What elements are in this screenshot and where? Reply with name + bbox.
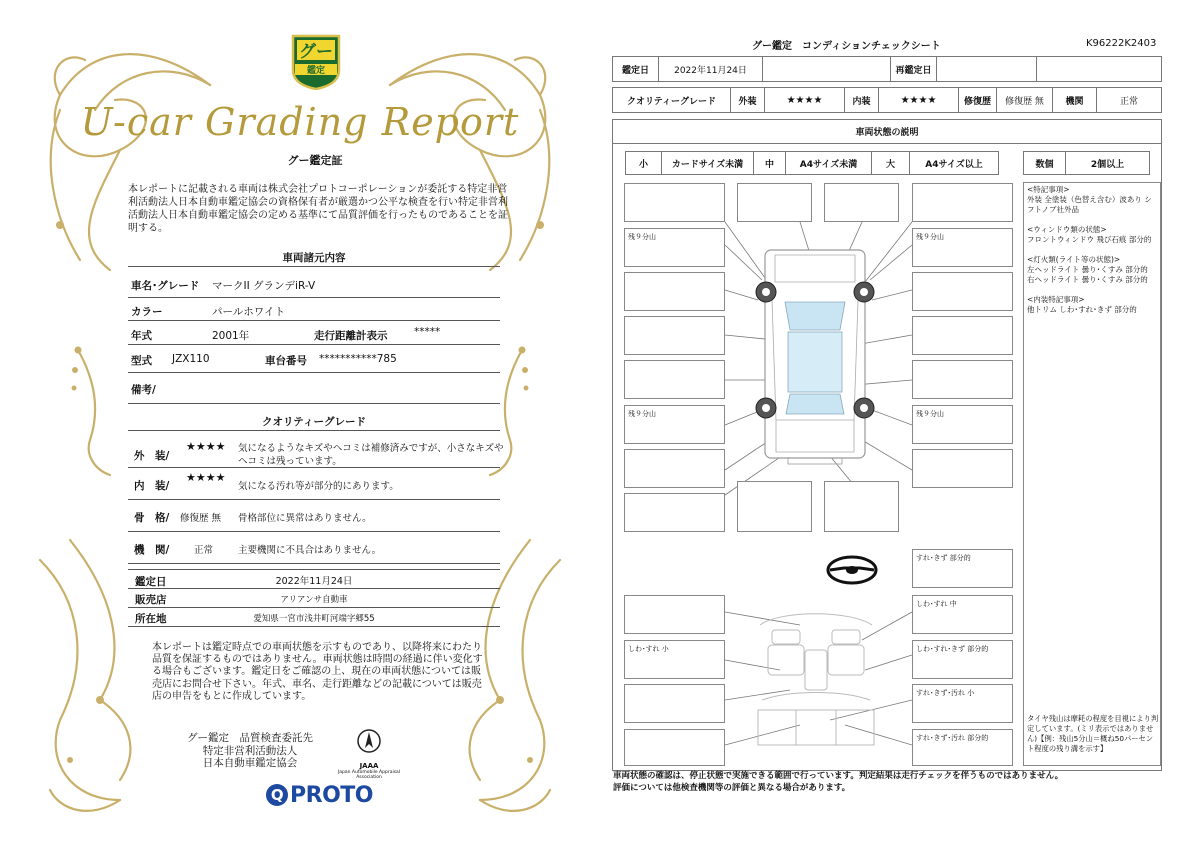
remark-body: 他トリム しわ･すれ･きず 部分的 [1027,305,1137,314]
svg-text:鑑定: 鑑定 [306,66,326,76]
remark-body: フロントウィンドウ 飛び石痕 部分的 [1027,235,1152,244]
condition-box [624,183,725,222]
tire-rr-note: 残９分山 [916,410,944,418]
car-top-view-icon [765,250,865,464]
remark-heading: <ウィンドウ類の状態> [1027,225,1107,234]
spec-label: 備考/ [131,384,156,396]
address-row [128,608,500,627]
footer-line: 評価については他検査機関等の評価と異なる場合があります。 [613,782,851,793]
proto-q-icon: Q [266,784,288,806]
interior-seats-icon [758,614,874,745]
report-subtitle: グー鑑定証 [287,154,343,167]
condition-box [737,183,812,222]
grade-value: 正常 [194,545,214,556]
spec-row-name [128,266,500,298]
int-label: 内装 [845,88,879,112]
grade-label: 機 関/ [134,544,170,556]
int-stars: ★★★★ [879,88,959,112]
footer-line: 車両状態の確認は、停止状態で実施できる範囲で行っています。判定結果は走行チェックを伴うものではありません。 [613,771,1064,781]
proto-logo [266,783,373,808]
legend-mid-desc: A4サイズ未満 [786,152,872,174]
date-value: 2022年11月24日 [659,57,763,81]
condition-box [912,272,1013,311]
repair-label: 修復歴 [959,88,997,112]
remark-body: 左ヘッドライト 曇り･くすみ 部分的 [1027,265,1148,274]
spec-row-remarks [128,373,500,404]
remark-heading: <灯火類(ライト等の状態)> [1027,255,1121,264]
sheet-footer [613,771,1063,794]
tire-remaining-note: タイヤ残山は摩耗の程度を目視により判定しています。(ミリ表示ではありません)【例：残山5分山＝概ね50パーセント程度の残り溝を示す】 [1027,714,1159,753]
condition-box [624,272,725,311]
condition-box [624,595,725,634]
tire-fl-note: 残９分山 [628,233,656,241]
spec-row-model [128,345,500,373]
specs-heading: 車両諸元内容 [282,252,346,264]
condition-box [737,481,812,532]
condition-box [912,449,1013,488]
count-value: 2個以上 [1090,159,1125,170]
dealer-row [128,589,500,608]
sheet-id: K96222K2403 [1086,38,1157,49]
dealer-label: 販売店 [135,594,167,606]
condition-box [624,360,725,399]
grade-label: 骨 格/ [134,512,170,524]
grade-value: 修復歴 無 [180,513,222,524]
grade-desc: 骨格部位に異常はありません。 [238,513,372,524]
org-line: グー鑑定 品質検査委託先 [187,732,313,744]
condition-box [912,360,1013,399]
grade-heading: クオリティーグレード [262,416,366,428]
ext-label: 外装 [731,88,765,112]
condition-box [624,729,725,766]
intro-text: 本レポートに記載される車両は株式会社プロトコーポレーションが委託する特定非営利活動法人日本自動車鑑定協会の資格保有者が厳選かつ公平な検査を行い特定非営利活動法人日本自動車鑑定協会の定める基準にて品質評価を行ったものであることを証明する。 [128,184,508,234]
condition-box [912,316,1013,355]
quality-label: クオリティーグレード [613,88,731,112]
spec-label: 型式 [131,355,152,367]
report-script-title: U-car Grading Report [80,100,520,144]
grade-row-exterior [128,430,504,468]
interior-note: しわ･すれ 小 [628,645,669,653]
interior-note: すれ･きず･汚れ 小 [916,689,975,697]
engine-value: 正常 [1119,96,1138,107]
jaaa-emblem-icon [356,728,382,758]
repair-value: 修復歴 無 [997,88,1053,112]
grade-label: 外 装/ [134,450,170,462]
condition-box [624,493,725,532]
disclaimer-notice: 本レポートは鑑定時点での車両状態を示すものであり、以降将来にわたり品質を保証するものではありません。車両状態は時間の経過に伴い変化する場合もございます。鑑定日をご確認の上、現在の車両状態については販売店にお問合せ下さい。年式、車名、走行距離などの記載については販売店の申告をもとに作成しています。 [152,642,483,702]
spec-value: パールホワイト [212,306,285,318]
interior-note: しわ･すれ 中 [916,600,957,608]
condition-box [912,595,1013,634]
remark-heading: <内装特記事項> [1027,295,1085,304]
legend-large-desc: A4サイズ以上 [925,159,983,170]
steering-note: すれ･きず 部分的 [916,554,971,562]
grade-stars: ★★★★ [186,471,226,484]
spec-label: 車台番号 [265,355,307,367]
condition-box [912,183,1013,222]
grade-desc: 主要機関に不具合はありません。 [238,545,382,556]
grade-row-interior [128,468,500,500]
condition-box [624,640,725,679]
condition-box [912,684,1013,723]
org-credit [175,732,325,770]
redate-label: 再鑑定日 [891,57,937,81]
spec-label: 走行距離計表示 [314,330,388,342]
condition-box [912,228,1013,267]
condition-check-sheet [600,0,1200,848]
remark-heading: <特記事項> [1027,185,1070,194]
condition-box [624,449,725,488]
condition-box [624,684,725,723]
grade-desc: 気になる汚れ等が部分的にあります。 [238,481,399,492]
spec-value: マークII グランデiR-V [212,280,316,292]
grade-stars: ★★★★ [186,440,226,453]
spec-label: 車名･グレード [131,280,200,292]
grade-desc: ヘコミは残っています。 [238,456,342,467]
condition-box [624,316,725,355]
condition-box [824,183,899,222]
jaaa-logo [334,728,404,780]
org-line: 日本自動車鑑定協会 [202,757,298,769]
remark-body: 右ヘッドライト 曇り･くすみ 部分的 [1027,275,1148,284]
date-label: 鑑定日 [135,576,167,588]
date-value: 2022年11月24日 [275,576,353,587]
grade-desc: 気になるようなキズやヘコミは補修済みですが、小さなキズや [238,443,504,454]
spec-label: カラー [131,306,163,318]
jaaa-name: JAAA [359,762,379,770]
engine-label: 機関 [1053,88,1097,112]
svg-text:グー: グー [299,42,333,62]
tire-rl-note: 残９分山 [628,410,656,418]
steering-wheel-icon [828,557,876,583]
legend-small-desc: カードサイズ未満 [662,152,754,174]
count-label: 数個 [1024,152,1066,174]
grade-row-frame [128,500,500,532]
spec-label: 年式 [131,330,152,342]
date-label: 鑑定日 [613,57,659,81]
legend-large: 大 [872,152,910,174]
sheet-title: グー鑑定 コンディションチェックシート [752,41,941,52]
grade-row-engine [128,532,500,564]
date-row [128,569,500,589]
interior-note: しわ･すれ･きず 部分的 [916,645,989,653]
goo-kantei-badge [287,32,345,90]
explanation-title: 車両状態の説明 [613,120,1161,144]
proto-text: PROTO [290,783,373,808]
spec-row-year [128,321,500,345]
dealer-value: アリアンサ自動車 [280,595,348,605]
spec-value: ***** [414,326,441,338]
condition-box [624,228,725,267]
condition-box [912,640,1013,679]
remarks-panel [1023,182,1161,766]
condition-box [824,481,899,532]
grade-label: 内 装/ [134,480,170,492]
ext-stars: ★★★★ [765,88,845,112]
condition-box [912,549,1013,588]
condition-box [912,729,1013,766]
condition-box [912,405,1013,444]
remark-body: 外装 全塗装（色替え含む）波あり シフトノブ社外品 [1027,195,1152,214]
legend-mid: 中 [754,152,786,174]
legend-small: 小 [626,152,662,174]
spec-value: ***********785 [319,353,397,365]
org-line: 特定非営利活動法人 [202,744,298,757]
jaaa-subtitle: Japan Automobile Appraisal Association [337,770,401,780]
spec-row-color [128,298,500,321]
interior-note: すれ･きず･汚れ 部分的 [916,734,989,742]
spec-value: JZX110 [172,353,210,365]
condition-box [624,405,725,444]
spec-value: 2001年 [212,330,250,342]
address-value: 愛知県一宮市浅井町河端字郷55 [253,614,375,624]
tire-fr-note: 残９分山 [916,233,944,241]
address-label: 所在地 [135,613,167,625]
